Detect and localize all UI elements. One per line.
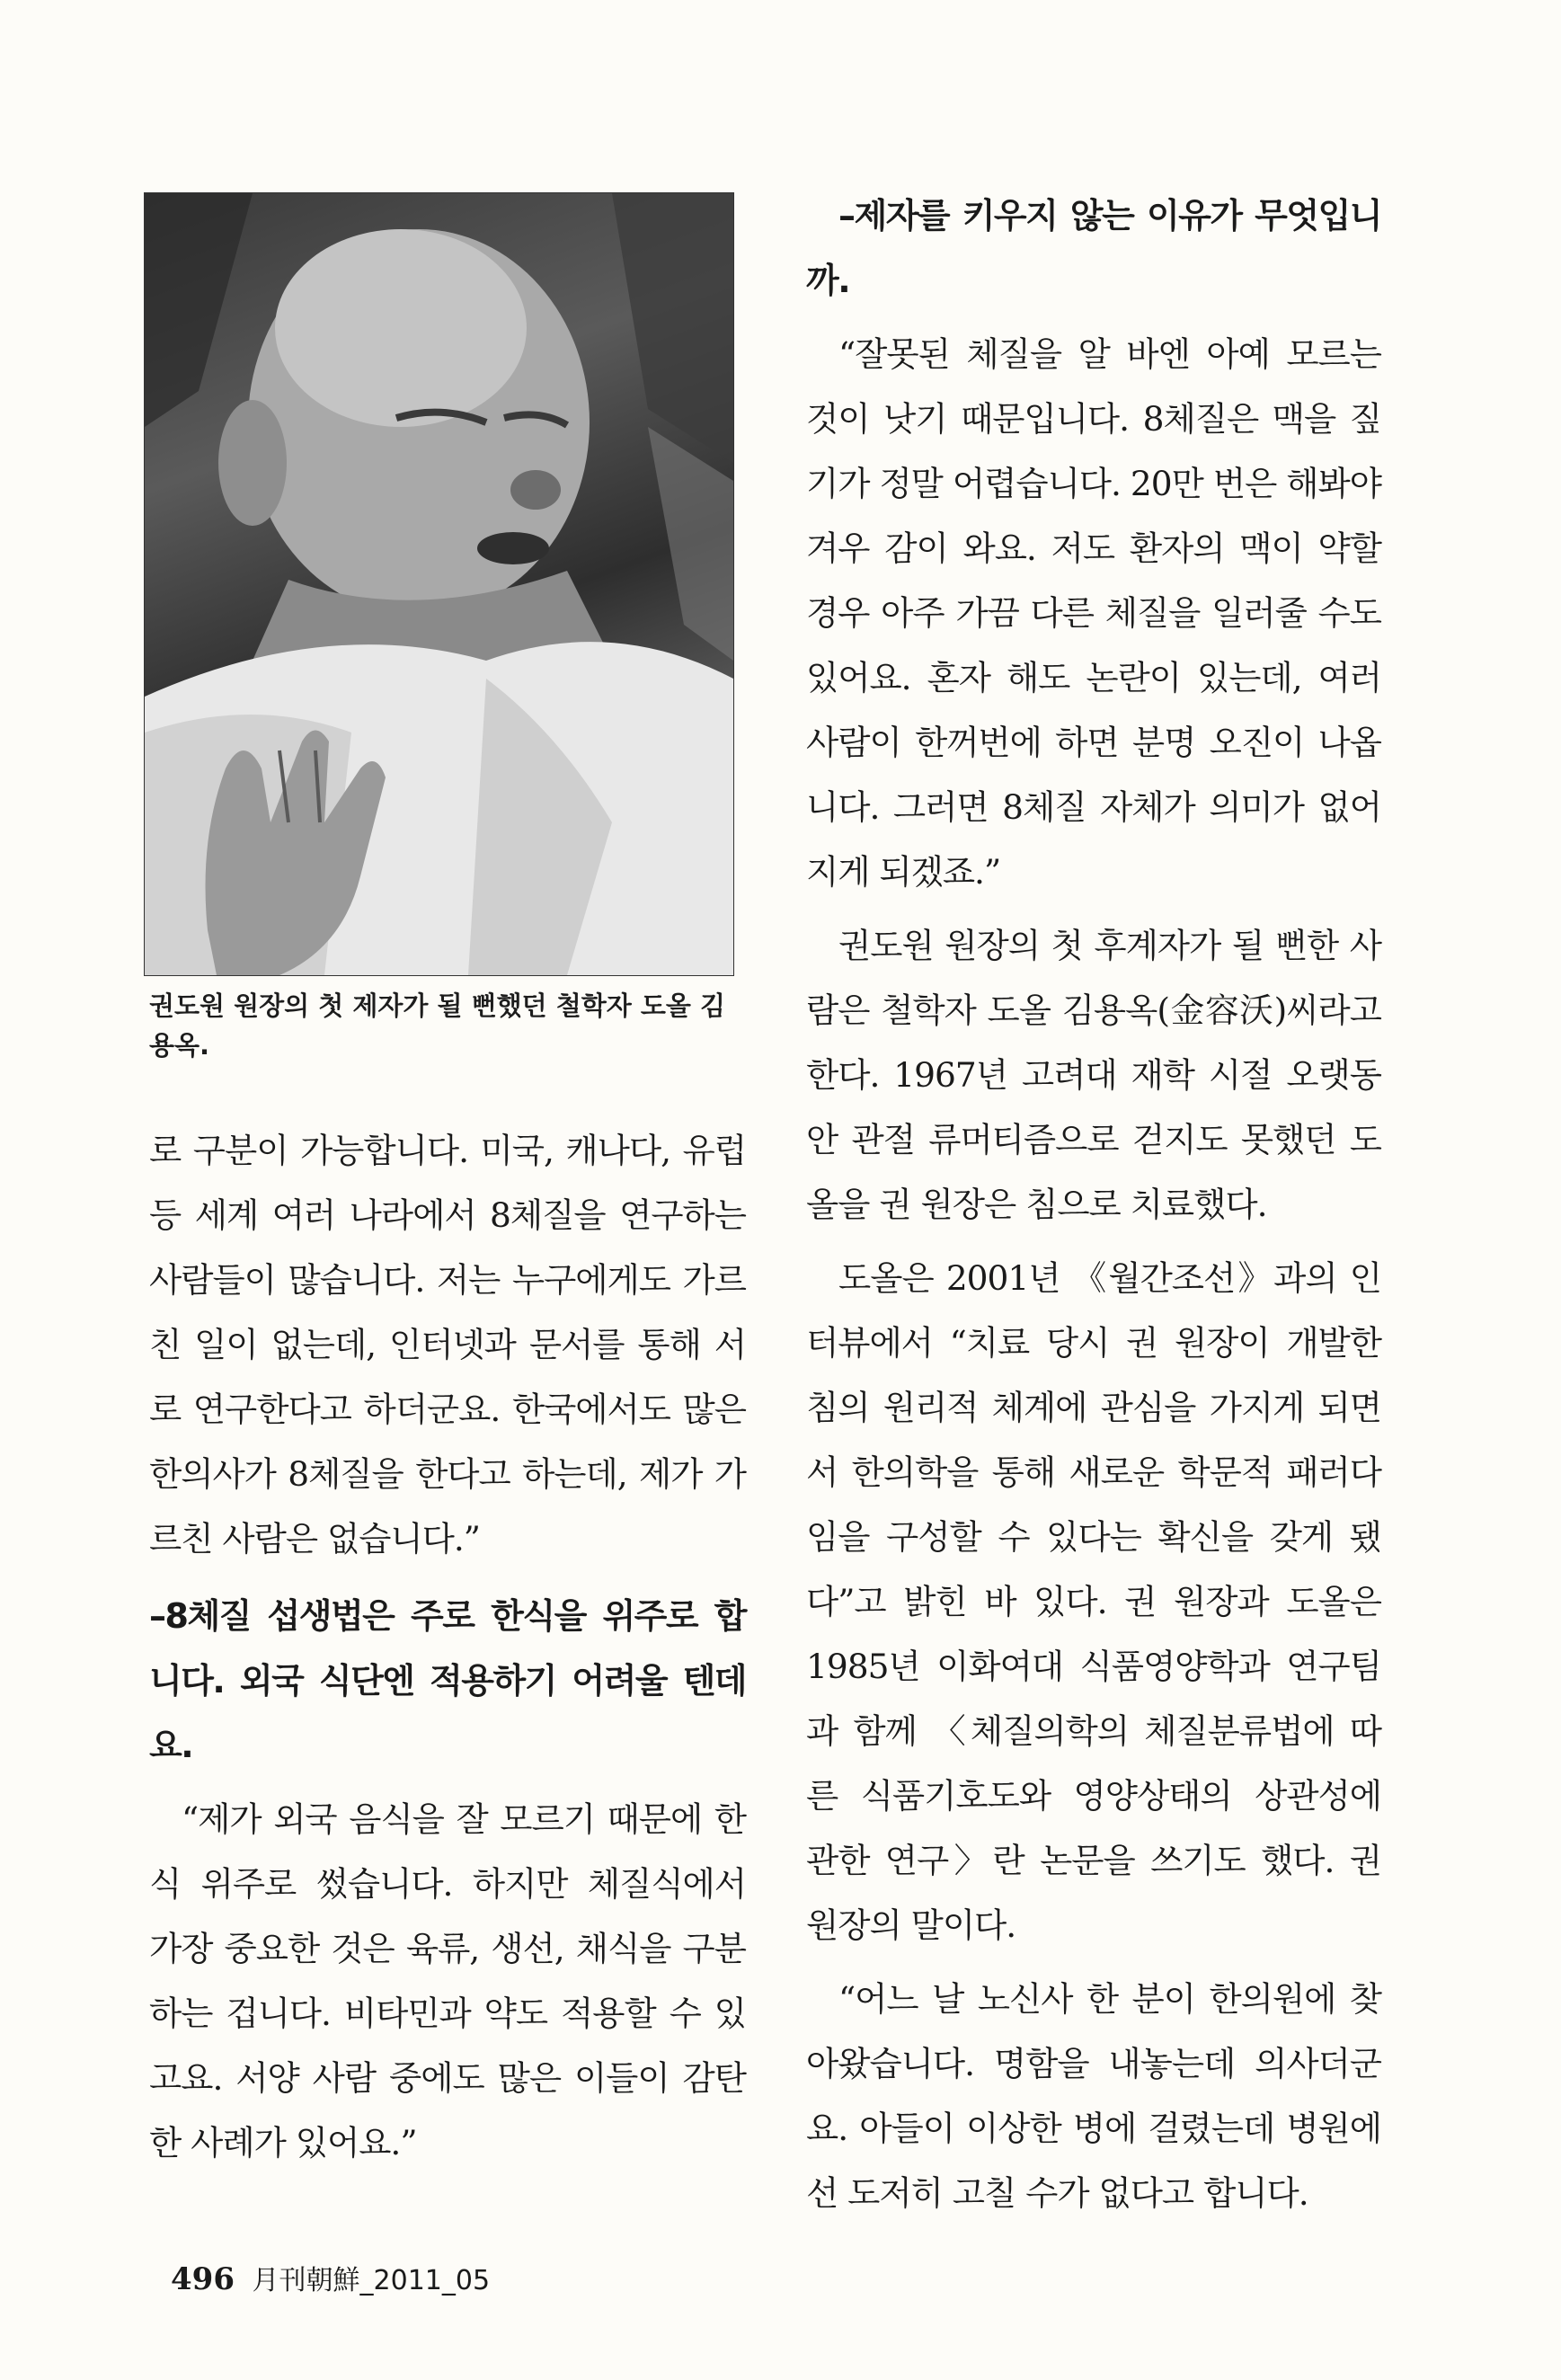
right-column [806, 171, 1381, 2225]
photo-caption: 권도원 원장의 첫 제자가 될 뻔했던 철학자 도올 김용옥. [149, 990, 726, 1061]
body-paragraph: 도올은 2001년 《월간조선》과의 인터뷰에서 “치료 당시 권 원장이 개발한 침의 원리적 체계에 관심을 가지게 되면서 한의학을 통해 새로운 학문적 패러다임을 구성할 수 있다는 확신을 갖게 됐다”고 밝힌 바 있다. 권 원장과 도올은 1985년 이화여대 식품영양학과 연구팀과 함께 〈체질의학의 체질분류법에 따른 식품기호도와 영양상태의 상관성에 관한 연구〉란 논문을 쓰기도 했다. 권 원장의 말이다. [806, 1258, 1381, 1945]
body-paragraph: “어느 날 노신사 한 분이 한의원에 찾아왔습니다. 명함을 내놓는데 의사더군요. 아들이 이상한 병에 걸렸는데 병원에선 도저히 고칠 수가 없다고 합니다. [806, 1979, 1381, 2213]
body-paragraph: 로 구분이 가능합니다. 미국, 캐나다, 유럽 등 세계 여러 나라에서 8체질을 연구하는 사람들이 많습니다. 저는 누구에게도 가르친 일이 없는데, 인터넷과 문서를 통해 서로 연구한다고 하더군요. 한국에서도 많은 한의사가 8체질을 한다고 하는데, 제가 가르친 사람은 없습니다.” [149, 1131, 746, 1559]
body-paragraph: 권도원 원장의 첫 후계자가 될 뻔한 사람은 철학자 도올 김용옥(金容沃)씨라고 한다. 1967년 고려대 재학 시절 오랫동안 관절 류머티즘으로 걷지도 못했던 도올을 권 원장은 침으로 치료했다. [806, 926, 1381, 1224]
publication-name: 月刊朝鮮_2011_05 [252, 2265, 491, 2296]
page-number: 496 [171, 2261, 235, 2297]
portrait-image [145, 193, 733, 975]
interview-question: –제자를 키우지 않는 이유가 무엇입니까. [806, 196, 1381, 300]
interview-question: –8체질 섭생법은 주로 한식을 위주로 합니다. 외국 식단엔 적용하기 어려울 텐데요. [149, 1596, 746, 1765]
interview-photo [144, 192, 734, 976]
page-footer [171, 2258, 490, 2297]
left-column [149, 1118, 746, 2175]
body-paragraph: “잘못된 체질을 알 바엔 아예 모르는 것이 낫기 때문입니다. 8체질은 맥을 짚기가 정말 어렵습니다. 20만 번은 해봐야 겨우 감이 와요. 저도 환자의 맥이 약할 경우 아주 가끔 다른 체질을 일러줄 수도 있어요. 혼자 해도 논란이 있는데, 여러 사람이 한꺼번에 하면 분명 오진이 나옵니다. 그러면 8체질 자체가 의미가 없어지게 되겠죠.” [806, 334, 1381, 892]
body-paragraph: “제가 외국 음식을 잘 모르기 때문에 한식 위주로 썼습니다. 하지만 체질식에서 가장 중요한 것은 육류, 생선, 채식을 구분하는 겁니다. 비타민과 약도 적용할 수 있고요. 서양 사람 중에도 많은 이들이 감탄한 사례가 있어요.” [149, 1799, 746, 2162]
